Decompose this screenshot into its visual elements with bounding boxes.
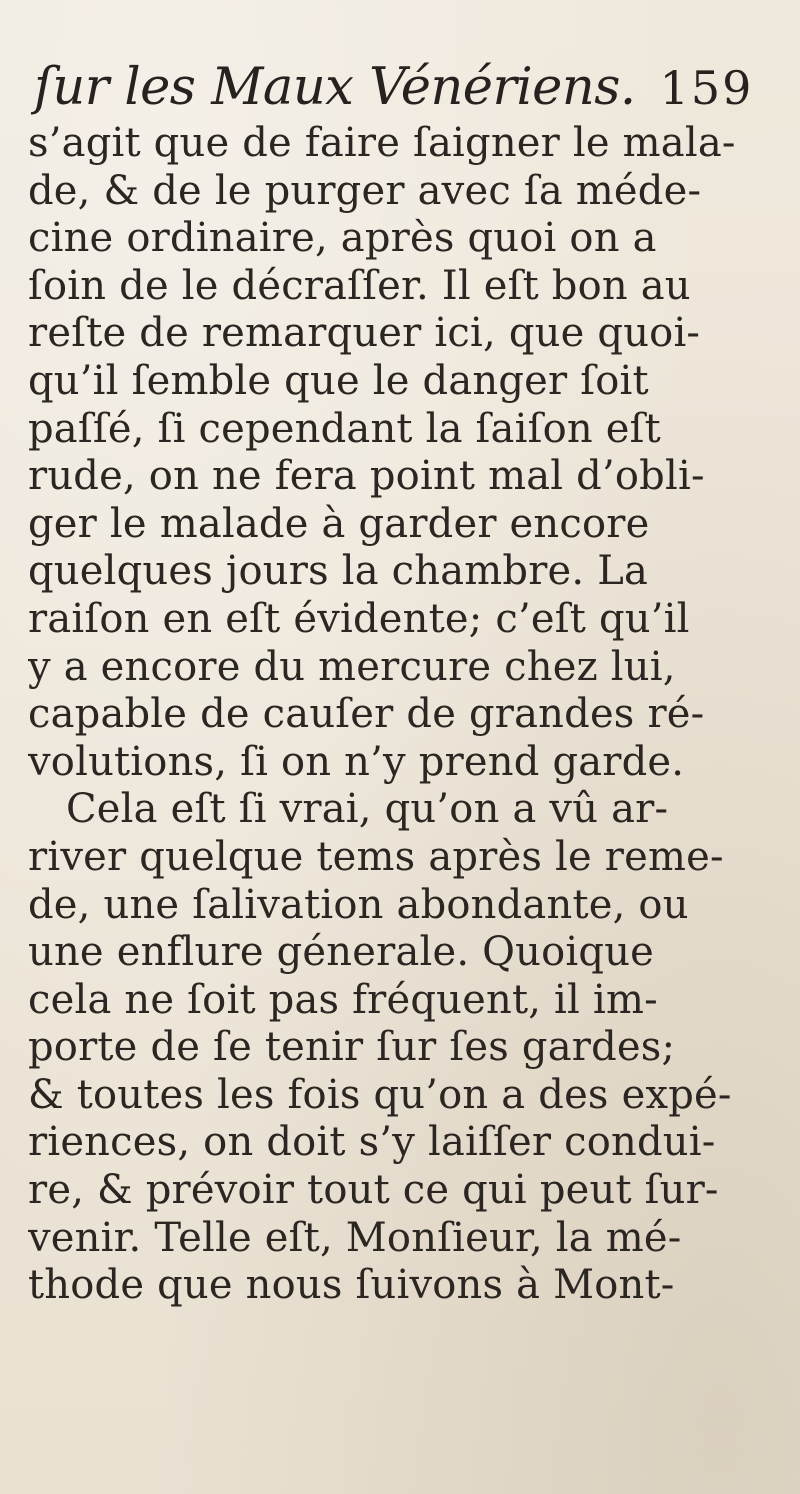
text-line: reſte de remarquer ici, que quoi- xyxy=(28,310,701,357)
text-line: riences, on doit s’y laiſſer condui- xyxy=(28,1119,716,1166)
text-line: de, une ſalivation abondante, ou xyxy=(28,881,689,928)
text-line: s’agit que de faire ſaigner le mala- xyxy=(28,120,736,166)
text-line: cela ne ſoit pas fréquent, il im- xyxy=(28,976,658,1023)
text-line: ſoin de le décraſſer. Il eſt bon au xyxy=(28,262,691,309)
text-line: venir. Telle eſt, Monſieur, la mé- xyxy=(28,1214,682,1261)
body-text xyxy=(28,120,776,1310)
text-line: cine ordinaire, après quoi on a xyxy=(28,215,657,262)
text-line: thode que nous ſuivons à Mont- xyxy=(28,1262,675,1309)
text-line: volutions, ſi on n’y prend garde. xyxy=(28,738,685,785)
text-line: qu’il ſemble que le danger ſoit xyxy=(28,357,649,404)
text-line: capable de cauſer de grandes ré- xyxy=(28,691,705,738)
text-line: y a encore du mercure chez lui, xyxy=(28,643,676,690)
text-line: re, & prévoir tout ce qui peut ſur- xyxy=(28,1167,719,1214)
text-line: river quelque tems après le reme- xyxy=(28,833,724,880)
text-line: & toutes les fois qu’on a des expé- xyxy=(28,1071,732,1118)
text-line: de, & de le purger avec ſa méde- xyxy=(28,167,702,214)
text-line: ger le malade à garder encore xyxy=(28,500,650,547)
text-line: quelques jours la chambre. La xyxy=(28,548,649,595)
running-title: ſur les Maux Vénériens. xyxy=(34,58,636,117)
text-line: porte de ſe tenir ſur ſes gardes; xyxy=(28,1024,676,1071)
text-line: une enflure génerale. Quoique xyxy=(28,929,655,976)
text-line: raiſon en eſt évidente; c’eſt qu’il xyxy=(28,595,690,642)
text-line: paſſé, ſi cependant la ſaiſon eſt xyxy=(28,405,661,452)
page-number: 159 xyxy=(659,61,754,115)
text-line: rude, on ne fera point mal d’obli- xyxy=(28,453,705,500)
page-header xyxy=(34,58,774,120)
paragraph-start-line: Cela eſt ſi vrai, qu’on a vû ar- xyxy=(66,786,669,833)
